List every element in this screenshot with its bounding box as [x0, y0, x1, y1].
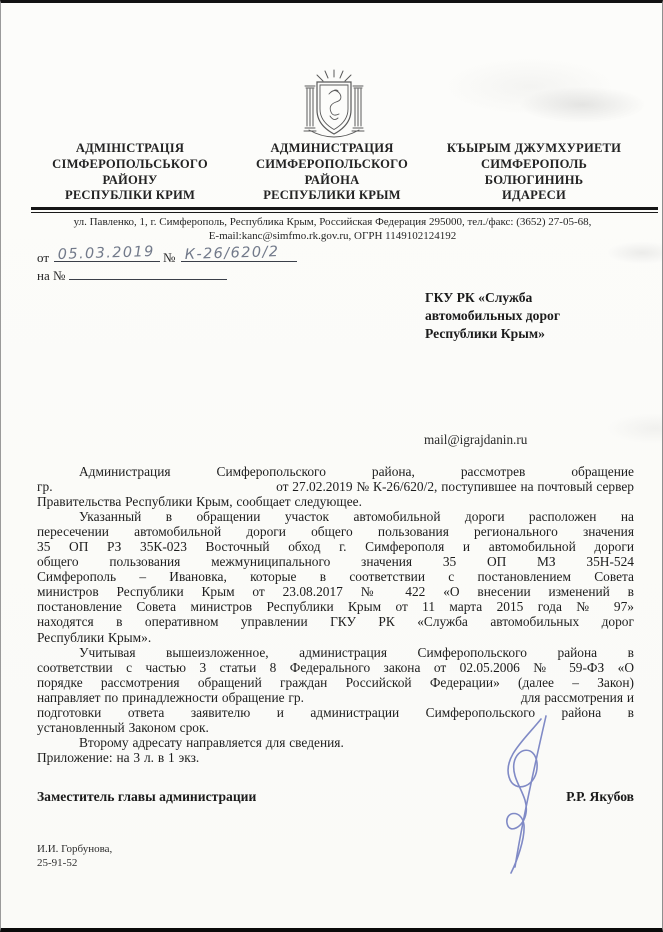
body-line: Правительства Республики Крым, сообщает следующее. [37, 494, 362, 510]
body-line [37, 690, 634, 705]
org-line: АДМИНИСТРАЦИЯ [270, 141, 394, 155]
body-line: находятся в оперативном управлении ГКУ РК «Служба автомобильных дорог [37, 614, 634, 630]
body-line-right: от 27.02.2019 № К-26/620/2, поступившее на почтовый сервер [276, 479, 634, 495]
body-line: подготовки ответа заявителю и администрации Симферопольского района в [37, 704, 634, 720]
body-line: Учитывая вышеизложенное, администрация Симферопольского района в [79, 644, 634, 660]
reply-reference-row [37, 266, 297, 284]
org-line: СИМФЕРОПОЛЬСКОГО [255, 156, 408, 171]
executor-phone: 25-91-52 [37, 856, 78, 869]
executor-block [37, 843, 112, 870]
org-line: СІМФЕРОПОЛЬСЬКОГО [52, 156, 208, 171]
reference-block [37, 243, 297, 284]
body-line: Республики Крым». [37, 629, 152, 645]
reply-label: на № [37, 268, 66, 283]
body-line [37, 479, 634, 494]
signer-name: Р.Р. Якубов [566, 789, 634, 804]
body-line-right: для рассмотрения и [520, 689, 634, 705]
org-line: БОЛЮГИНИНЬ [484, 172, 584, 187]
redacted-gap [304, 690, 521, 705]
signature-row [37, 789, 634, 805]
org-line: ИДАРЕСИ [502, 188, 566, 203]
body-line: Приложение: на 3 л. в 1 экз. [37, 749, 200, 765]
address-line: ул. Павленко, 1, г. Симферополь, Республика Крым, Российская Федерация 295000, тел./факс: (3652) 27-05-68, [73, 216, 592, 228]
signer-position: Заместитель главы администрации [37, 789, 257, 804]
org-line: АДМІНІСТРАЦІЯ [75, 141, 185, 155]
reply-number-field [69, 266, 227, 280]
body-line-left: направляет по принадлежности обращение гр. [37, 689, 304, 705]
from-label: от [37, 250, 50, 265]
body-line: 35 ОП РЗ 35К-023 Восточный обход г. Симферополя и автомобильной дороги [37, 539, 634, 555]
coat-of-arms-emblem [302, 67, 366, 145]
body-line: постановление Совета министров Республики Крым от 11 марта 2015 года № 97» [37, 599, 634, 615]
org-line: СИМФЕРОПОЛЬ [480, 156, 588, 171]
org-line: РАЙОНУ [102, 172, 158, 187]
handwritten-date: 05.03.2019 [57, 243, 155, 263]
org-line: РАЙОНА [304, 172, 360, 187]
body-line: министров Республики Крым от 23.08.2017 № 422 «О внесении изменений в [37, 584, 634, 600]
handwritten-number: К-26/620/2 [184, 244, 281, 263]
org-name-russian [231, 141, 433, 204]
recipient-block [425, 289, 560, 343]
outgoing-reference-row [37, 243, 297, 266]
recipient-line: Республики Крым» [425, 326, 545, 341]
org-line: КЪЫРЫМ ДЖУМХУРИЕТИ [446, 141, 622, 155]
org-line: РЕСПУБЛІКИ КРИМ [64, 188, 196, 203]
recipient-email: mail@igrajdanin.ru [424, 432, 528, 447]
org-name-ukrainian [29, 141, 231, 204]
body-line: общего пользования межмуниципального значения 35 ОП МЗ 35Н-524 [37, 554, 634, 570]
address-line: E-mail:kanc@simfmo.rk.gov.ru, ОГРН 1149102124192 [208, 229, 457, 242]
letterhead [29, 141, 635, 204]
recipient-line: ГКУ РК «Служба [425, 290, 533, 305]
body-line: Второму адресату направляется для сведения. [79, 734, 344, 750]
body-line: Администрация Симферопольского района, рассмотрев обращение [79, 464, 634, 479]
executor-name: И.И. Горбунова, [37, 843, 113, 855]
number-label: № [163, 250, 176, 265]
body-line: соответствии с частью 3 статьи 8 Федерального закона от 02.05.2006 № 59-ФЗ «О [37, 659, 634, 675]
redacted-gap [53, 479, 277, 494]
body-line: Указанный в обращении участок автомобильной дороги расположен на [79, 509, 634, 525]
org-line: РЕСПУБЛИКИ КРЫМ [263, 188, 401, 203]
body-line: установленный Законом срок. [37, 719, 209, 735]
letterhead-divider-rule [31, 207, 658, 213]
body-line: Симферополь – Ивановка, которые в соответствии с постановлением Совета [37, 569, 634, 585]
body-line: пересечении автомобильной дороги общего пользования регионального значения [37, 524, 634, 540]
body-line-left: гр. [37, 479, 53, 495]
body-line: порядке рассмотрения обращений граждан Российской Федерации» (далее – Закон) [37, 674, 634, 690]
recipient-line: автомобильных дорог [425, 308, 561, 323]
org-name-crimean-tatar [433, 141, 635, 204]
number-field [181, 244, 297, 263]
contact-address [1, 216, 663, 243]
date-field [54, 243, 160, 263]
